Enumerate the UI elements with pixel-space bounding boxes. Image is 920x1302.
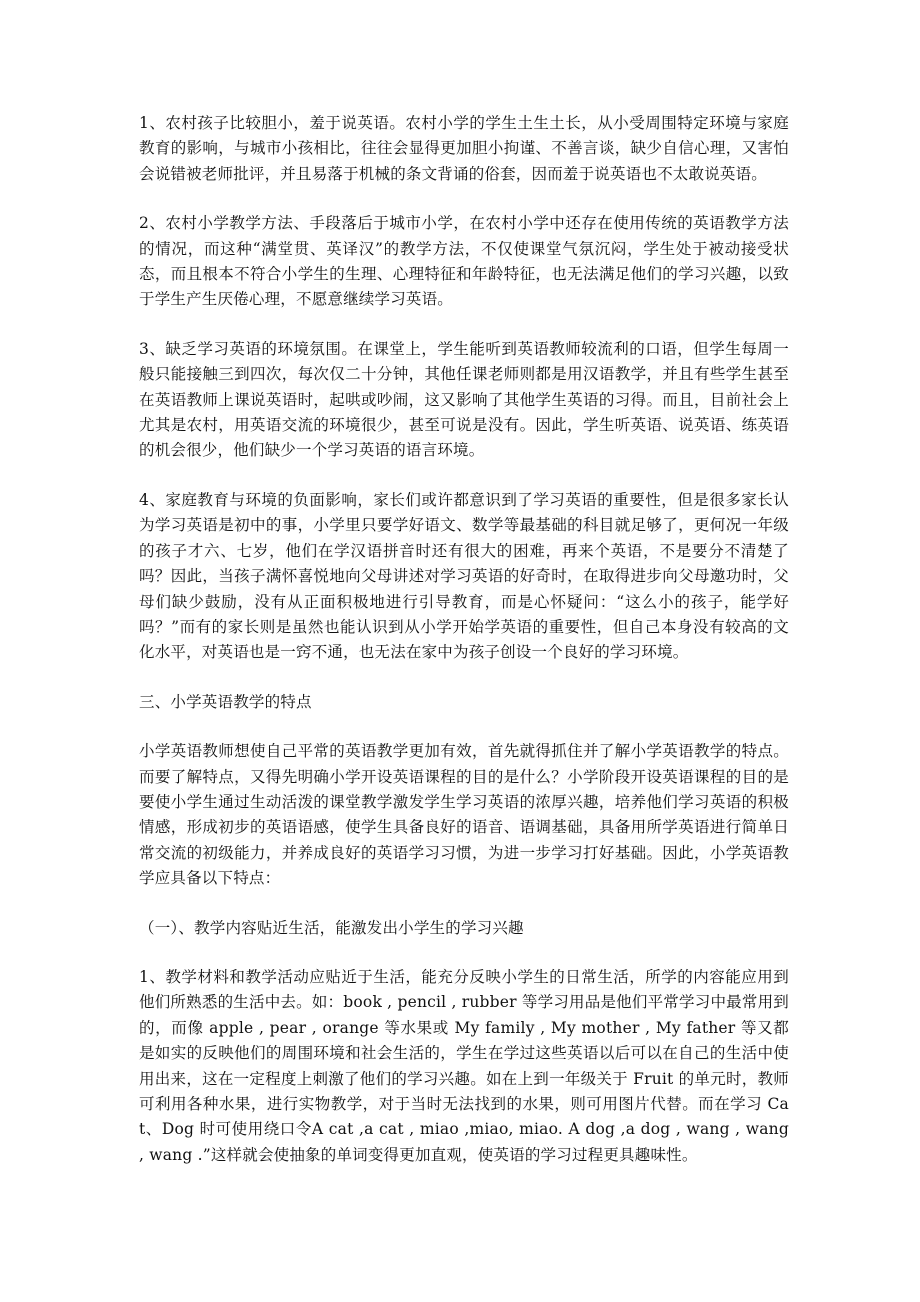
- subsection-heading-1: （一）、教学内容贴近生活，能激发出小学生的学习兴趣: [139, 918, 524, 937]
- paragraph-2: 2、农村小学教学方法、手段落后于城市小学，在农村小学中还存在使用传统的英语教学方法的情况，而这种“满堂贯、英译汉”的教学方法，不仅使课堂气氛沉闷，学生处于被动接受状态，而且根本不符合小学生的生理、心理特征和年龄特征，也无法满足他们的学习兴趣，以致于学生产生厌倦心理，不愿意继续学习英语。: [139, 214, 789, 309]
- paragraph-6: 1、教学材料和教学活动应贴近于生活，能充分反映小学生的日常生活，所学的内容能应用到他们所熟悉的生活中去。如：book , pencil , rubber 等学习用品是他们平常学习中最常用到的，而像 apple , pear , orange 等水果或 My family , My mother , My father 等又都是如实的反映他们的周围环境和社会生活的，学生在学过这些英语以后可以在自己的生活中使用出来，这在一定程度上刺激了他们的学习兴趣。如在上到一年级关于 Fruit 的单元时，教师可利用各种水果，进行实物教学，对于当时无法找到的水果，则可用图片代替。而在学习 Cat、Dog 时可使用绕口令A cat ,a cat , miao ,miao, miao. A dog ,a dog , wang , wang , wang .”这样就会使抽象的单词变得更加直观，使英语的学习过程更具趣味性。: [139, 967, 789, 1164]
- paragraph-3: 3、缺乏学习英语的环境氛围。在课堂上，学生能听到英语教师较流利的口语，但学生每周一般只能接触三到四次，每次仅二十分钟，其他任课老师则都是用汉语教学，并且有些学生甚至在英语教师上课说英语时，起哄或吵闹，这又影响了其他学生英语的习得。而且，目前社会上尤其是农村，用英语交流的环境很少，甚至可说是没有。因此，学生听英语、说英语、练英语的机会很少，他们缺少一个学习英语的语言环境。: [139, 339, 789, 460]
- paragraph-1: 1、农村孩子比较胆小，羞于说英语。农村小学的学生土生土长，从小受周围特定环境与家庭教育的影响，与城市小孩相比，往往会显得更加胆小拘谨、不善言谈，缺少自信心理，又害怕会说错被老师批评，并且易落于机械的条文背诵的俗套，因而羞于说英语也不太敢说英语。: [139, 114, 789, 183]
- section-heading-3: 三、小学英语教学的特点: [139, 692, 312, 711]
- paragraph-5: 小学英语教师想使自己平常的英语教学更加有效，首先就得抓住并了解小学英语教学的特点。而要了解特点，又得先明确小学开设英语课程的目的是什么？小学阶段开设英语课程的目的是要使小学生通过生动活泼的课堂教学激发学生学习英语的浓厚兴趣，培养他们学习英语的积极情感，形成初步的英语语感，使学生具备良好的语音、语调基础，具备用所学英语进行简单日常交流的初级能力，并养成良好的英语学习习惯，为进一步学习打好基础。因此，小学英语教学应具备以下特点：: [139, 742, 789, 888]
- paragraph-4: 4、家庭教育与环境的负面影响，家长们或许都意识到了学习英语的重要性，但是很多家长认为学习英语是初中的事，小学里只要学好语文、数学等最基础的科目就足够了，更何况一年级的孩子才六、七岁，他们在学汉语拼音时还有很大的困难，再来个英语，不是要分不清楚了吗？因此，当孩子满怀喜悦地向父母讲述对学习英语的好奇时，在取得进步向父母邀功时，父母们缺少鼓励，没有从正面积极地进行引导教育，而是心怀疑问：“这么小的孩子，能学好吗？”而有的家长则是虽然也能认识到从小学开始学英语的重要性，但自己本身没有较高的文化水平，对英语也是一窍不通，也无法在家中为孩子创设一个良好的学习环境。: [139, 490, 789, 662]
- document-body: [139, 111, 789, 1192]
